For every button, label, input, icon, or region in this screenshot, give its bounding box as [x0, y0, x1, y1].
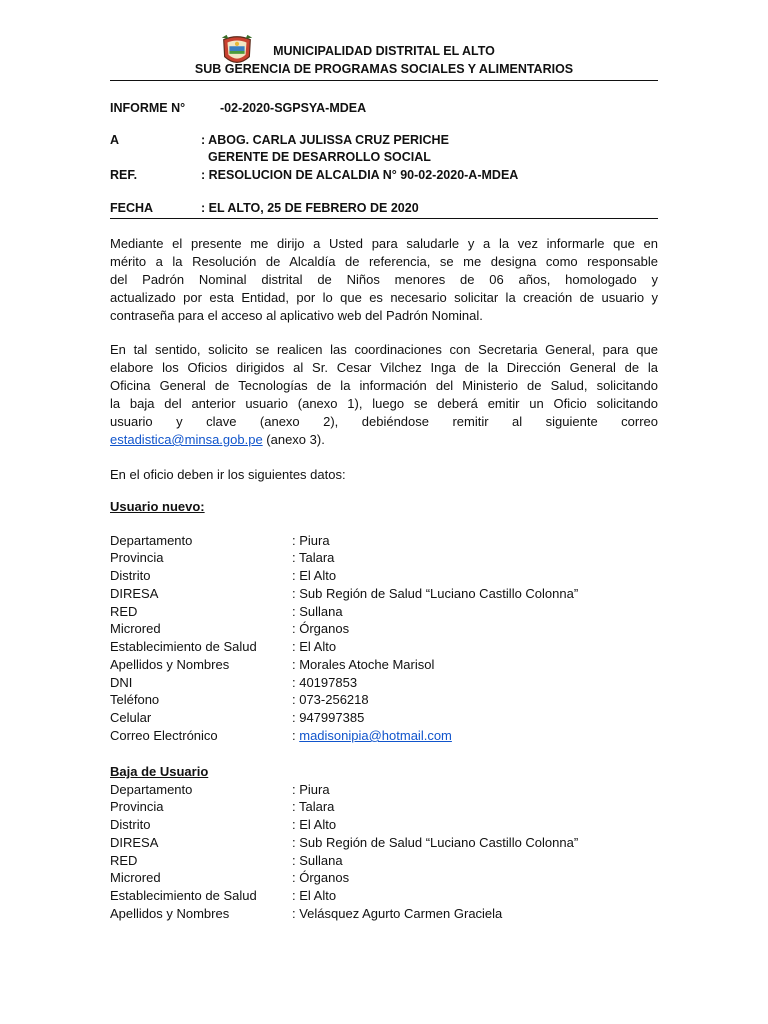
field-value: : El Alto [292, 888, 337, 903]
new-user-row [110, 532, 658, 550]
addressee-label: A [110, 133, 120, 147]
field-value: : 073-256218 [292, 692, 369, 707]
field-label: Establecimiento de Salud [110, 639, 257, 654]
paragraph-data-intro [110, 466, 658, 484]
field-value: : Sullana [292, 853, 343, 868]
field-label: Distrito [110, 568, 151, 583]
informe-value: -02-2020-SGPSYA-MDEA [220, 101, 367, 115]
new-user-row [110, 691, 658, 709]
field-value: : Talara [292, 550, 335, 565]
deregister-row [110, 905, 658, 923]
deregister-row [110, 781, 658, 799]
paragraph-line: elabore los Oficios dirigidos al Sr. Cesar Vilchez Inga de la Dirección General de la [110, 360, 658, 375]
deregister-row [110, 852, 658, 870]
field-value: : Órganos [292, 621, 350, 636]
field-label: Microred [110, 621, 161, 636]
field-value: : Órganos [292, 870, 350, 885]
field-label: Apellidos y Nombres [110, 657, 230, 672]
field-label: Teléfono [110, 692, 160, 707]
paragraph-line: Oficina General de Tecnologías de la información del Ministerio de Salud, solicitando [110, 378, 658, 393]
field-value: : El Alto [292, 817, 337, 832]
field-value: : Piura [292, 782, 330, 797]
informe-label: INFORME N° [110, 101, 186, 115]
new-user-row [110, 603, 658, 621]
field-label: Departamento [110, 533, 193, 548]
field-label: DIRESA [110, 586, 159, 601]
new-user-row [110, 656, 658, 674]
paragraph-line: la baja del anterior usuario (anexo 1), luego se deberá emitir un Oficio solicitando [110, 396, 658, 411]
field-label: Correo Electrónico [110, 728, 218, 743]
field-value: : Talara [292, 799, 335, 814]
paragraph-line-email [110, 431, 658, 449]
deregister-row [110, 798, 658, 816]
field-value: : El Alto [292, 639, 337, 654]
field-value: : 40197853 [292, 675, 358, 690]
field-value: : El Alto [292, 568, 337, 583]
deregister-row [110, 816, 658, 834]
paragraph-line: Mediante el presente me dirijo a Usted para saludarle y a la vez informarle que en [110, 236, 658, 251]
field-value: : Morales Atoche Marisol [292, 657, 435, 672]
new-user-row [110, 567, 658, 585]
new-user-email-row [110, 727, 658, 745]
ref-label: REF. [110, 168, 138, 182]
field-label: Provincia [110, 550, 164, 565]
field-value [292, 727, 452, 745]
new-user-heading: Usuario nuevo: [110, 499, 205, 514]
new-user-row [110, 709, 658, 727]
field-label: Departamento [110, 782, 193, 797]
new-user-row [110, 674, 658, 692]
paragraph-line: En tal sentido, solicito se realicen las coordinaciones con Secretaria General, para que [110, 342, 658, 357]
paragraph-line: usuario y clave (anexo 2), debiéndose remitir al siguiente correo [110, 414, 658, 429]
deregister-row [110, 887, 658, 905]
paragraph-request [110, 341, 658, 449]
paragraph-intro [110, 235, 658, 325]
annex-ref: (anexo 3). [262, 432, 325, 447]
field-label: Celular [110, 710, 152, 725]
field-label: Distrito [110, 817, 151, 832]
addressee-name: : ABOG. CARLA JULISSA CRUZ PERICHE [201, 133, 449, 147]
header-municipality: MUNICIPALIDAD DISTRITAL EL ALTO [273, 44, 495, 58]
paragraph-line: contraseña para el acceso al aplicativo web del Padrón Nominal. [110, 308, 483, 323]
ref-value: : RESOLUCION DE ALCALDIA N° 90-02-2020-A-MDEA [201, 168, 519, 182]
deregister-heading: Baja de Usuario [110, 764, 209, 779]
field-value: : 947997385 [292, 710, 365, 725]
new-user-row [110, 638, 658, 656]
new-user-email-link[interactable]: madisonipia@hotmail.com [299, 728, 452, 743]
header-subgerencia: SUB GERENCIA DE PROGRAMAS SOCIALES Y ALIMENTARIOS [194, 62, 574, 76]
field-label: Microred [110, 870, 161, 885]
paragraph-line: mérito a la Resolución de Alcaldía de referencia, se me designa como responsable [110, 254, 658, 269]
header-divider [110, 80, 658, 81]
deregister-row [110, 834, 658, 852]
paragraph-line: actualizado por esta Entidad, por lo que es necesario solicitar la creación de usuario y [110, 290, 658, 305]
field-value: : Sullana [292, 604, 343, 619]
field-label: Provincia [110, 799, 164, 814]
minsa-email-link[interactable]: estadistica@minsa.gob.pe [110, 432, 263, 447]
meta-divider [110, 218, 658, 219]
paragraph-line: del Padrón Nominal distrital de Niños menores de 06 años, homologado y [110, 272, 658, 287]
field-label: DIRESA [110, 835, 159, 850]
field-label: RED [110, 853, 138, 868]
field-value: : Velásquez Agurto Carmen Graciela [292, 906, 503, 921]
field-value: : Piura [292, 533, 330, 548]
field-label: DNI [110, 675, 133, 690]
field-label: RED [110, 604, 138, 619]
email-colon: : [292, 728, 300, 743]
paragraph-line: En el oficio deben ir los siguientes datos: [110, 467, 346, 482]
field-label: Apellidos y Nombres [110, 906, 230, 921]
deregister-row [110, 869, 658, 887]
fecha-label: FECHA [110, 201, 154, 215]
fecha-value: : EL ALTO, 25 DE FEBRERO DE 2020 [201, 201, 419, 215]
new-user-row [110, 585, 658, 603]
new-user-row [110, 620, 658, 638]
field-value: : Sub Región de Salud “Luciano Castillo Colonna” [292, 835, 579, 850]
field-label: Establecimiento de Salud [110, 888, 257, 903]
addressee-title: GERENTE DE DESARROLLO SOCIAL [208, 150, 431, 164]
field-value: : Sub Región de Salud “Luciano Castillo Colonna” [292, 586, 579, 601]
new-user-row [110, 549, 658, 567]
